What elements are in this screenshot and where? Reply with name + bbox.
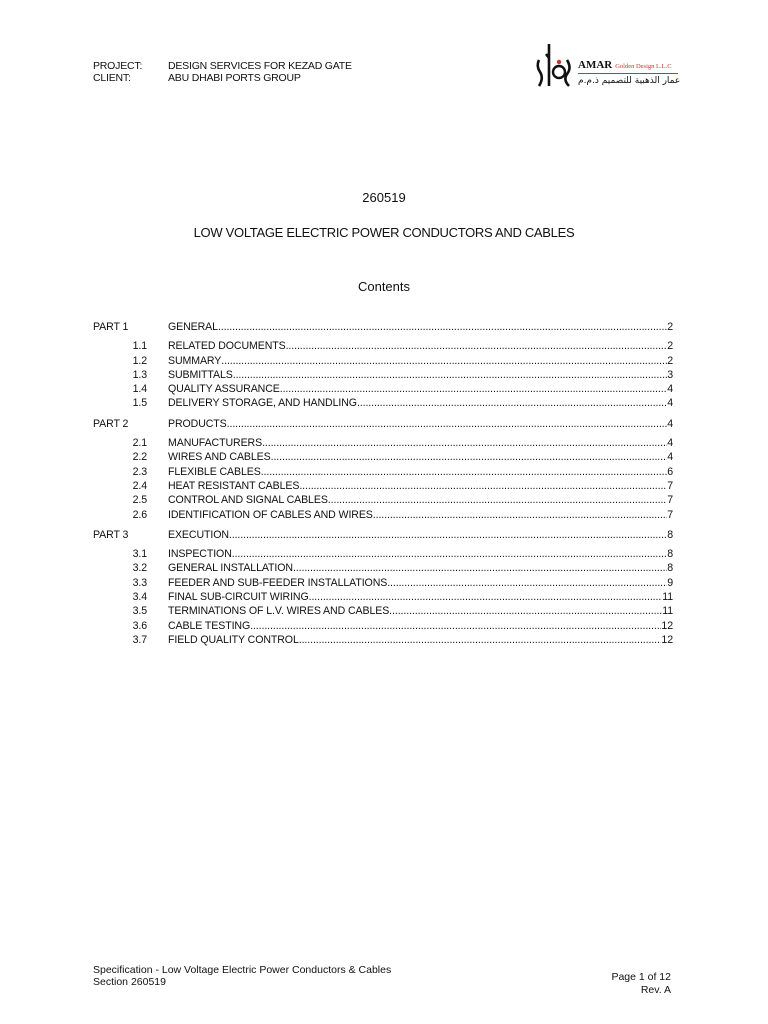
- toc-leader-dots: [309, 590, 663, 604]
- toc-entry: [168, 339, 673, 353]
- toc-leader-dots: [218, 320, 667, 334]
- toc-leader-dots: [299, 633, 662, 647]
- toc-title: HEAT RESISTANT CABLES: [168, 479, 300, 492]
- toc-number: 3.4: [132, 591, 147, 604]
- toc-number: 1.2: [132, 354, 147, 367]
- toc-number: 3.6: [132, 619, 147, 632]
- toc-item-row[interactable]: [93, 590, 673, 604]
- toc-leader-dots: [299, 479, 667, 493]
- toc-number: 2.1: [132, 437, 147, 450]
- project-label: PROJECT:: [93, 60, 143, 72]
- toc-entry: [168, 619, 673, 633]
- toc-page-number: 6: [667, 465, 673, 478]
- toc-number: 2.5: [132, 494, 147, 507]
- toc-leader-dots: [261, 465, 667, 479]
- amar-logo-mark-icon: [533, 40, 575, 88]
- toc-leader-dots: [262, 436, 667, 450]
- client-value: ABU DHABI PORTS GROUP: [168, 72, 301, 84]
- toc-leader-dots: [280, 382, 667, 396]
- toc-leader-dots: [286, 339, 668, 353]
- toc-title: SUMMARY: [168, 354, 222, 367]
- toc-number: PART 1: [93, 321, 129, 333]
- toc-page-number: 7: [667, 508, 673, 521]
- toc-title: CONTROL AND SIGNAL CABLES: [168, 494, 328, 507]
- toc-page-number: 11: [662, 591, 673, 604]
- toc-title: PRODUCTS: [168, 417, 227, 430]
- toc-entry: [168, 436, 673, 450]
- toc-item-row[interactable]: [93, 354, 673, 368]
- toc-item-row[interactable]: [93, 339, 673, 353]
- toc-number: 1.5: [132, 397, 147, 410]
- footer-revision: Rev. A: [640, 984, 671, 996]
- toc-item-row[interactable]: [93, 368, 673, 382]
- toc-page-number: 4: [667, 451, 673, 464]
- toc-number: 3.3: [132, 576, 147, 589]
- toc-leader-dots: [233, 368, 667, 382]
- toc-leader-dots: [221, 354, 667, 368]
- toc-title: CABLE TESTING: [168, 619, 251, 632]
- toc-page-number: 8: [667, 562, 673, 575]
- toc-entry: [168, 479, 673, 493]
- header-block: [93, 60, 352, 84]
- toc-page-number: 4: [667, 417, 673, 430]
- toc-number: PART 2: [93, 417, 129, 430]
- toc-page-number: 8: [667, 528, 673, 541]
- toc-title: TERMINATIONS OF L.V. WIRES AND CABLES: [168, 605, 390, 618]
- toc-entry: [168, 450, 673, 464]
- toc-item-row[interactable]: [93, 604, 673, 618]
- toc-leader-dots: [229, 528, 667, 542]
- contents-heading: Contents: [357, 279, 411, 294]
- toc-item-row[interactable]: [93, 465, 673, 479]
- toc-part-row[interactable]: [93, 417, 673, 431]
- toc-item-row[interactable]: [93, 396, 673, 410]
- logo-divider: [578, 73, 678, 74]
- toc-entry: [168, 493, 673, 507]
- toc-leader-dots: [250, 619, 661, 633]
- toc-page-number: 4: [667, 383, 673, 396]
- toc-page-number: 4: [667, 397, 673, 410]
- toc-leader-dots: [293, 561, 667, 575]
- toc-entry: [168, 590, 673, 604]
- toc-leader-dots: [373, 508, 667, 522]
- company-logo: [533, 40, 683, 90]
- footer-section: Section 260519: [93, 976, 166, 988]
- toc-entry: [168, 354, 673, 368]
- toc-item-row[interactable]: [93, 436, 673, 450]
- toc-number: 3.2: [132, 562, 147, 575]
- toc-item-row[interactable]: [93, 493, 673, 507]
- toc-number: 2.2: [132, 451, 147, 464]
- toc-page-number: 7: [667, 479, 673, 492]
- toc-page-number: 12: [661, 633, 673, 646]
- document-title: LOW VOLTAGE ELECTRIC POWER CONDUCTORS AND CABLES: [193, 225, 575, 240]
- logo-company-name: AMAR Golden Design L.L.C: [578, 59, 672, 71]
- toc-entry: [168, 604, 673, 618]
- toc-item-row[interactable]: [93, 619, 673, 633]
- client-label: CLIENT:: [93, 72, 131, 84]
- toc-number: 2.4: [132, 479, 147, 492]
- toc-leader-dots: [389, 604, 662, 618]
- toc-leader-dots: [232, 547, 667, 561]
- toc-page-number: 4: [667, 437, 673, 450]
- toc-leader-dots: [328, 493, 667, 507]
- toc-page-number: 2: [667, 321, 673, 333]
- toc-title: FLEXIBLE CABLES: [168, 465, 261, 478]
- toc-entry: [168, 417, 673, 431]
- toc-title: FIELD QUALITY CONTROL: [168, 633, 299, 646]
- toc-entry: [168, 396, 673, 410]
- toc-title: WIRES AND CABLES: [168, 451, 271, 464]
- toc-entry: [168, 508, 673, 522]
- toc-entry: [168, 465, 673, 479]
- toc-number: 2.6: [132, 508, 147, 521]
- toc-entry: [168, 528, 673, 542]
- client-row: [93, 72, 352, 84]
- toc-leader-dots: [271, 450, 668, 464]
- toc-item-row[interactable]: [93, 450, 673, 464]
- toc-title: FINAL SUB-CIRCUIT WIRING: [168, 591, 309, 604]
- toc-title: GENERAL: [168, 321, 218, 333]
- toc-number: 2.3: [132, 465, 147, 478]
- toc-item-row[interactable]: [93, 576, 673, 590]
- toc-number: 3.5: [132, 605, 147, 618]
- toc-entry: [168, 320, 673, 334]
- toc-entry: [168, 576, 673, 590]
- toc-title: GENERAL INSTALLATION: [168, 562, 293, 575]
- toc-item-row[interactable]: [93, 508, 673, 522]
- toc-item-row[interactable]: [93, 633, 673, 647]
- footer-left: [93, 964, 391, 988]
- toc-leader-dots: [357, 396, 667, 410]
- toc-number: PART 3: [93, 528, 129, 541]
- toc-entry: [168, 547, 673, 561]
- toc-page-number: 12: [661, 619, 673, 632]
- toc-item-row[interactable]: [93, 547, 673, 561]
- toc-title: EXECUTION: [168, 528, 229, 541]
- toc-page-number: 7: [667, 494, 673, 507]
- table-of-contents: [93, 320, 673, 647]
- toc-number: 1.3: [132, 368, 147, 381]
- toc-leader-dots: [387, 576, 667, 590]
- toc-entry: [168, 633, 673, 647]
- toc-item-row[interactable]: [93, 561, 673, 575]
- document-number: 260519: [362, 190, 406, 205]
- toc-page-number: 8: [667, 548, 673, 561]
- toc-title: DELIVERY STORAGE, AND HANDLING: [168, 397, 357, 410]
- toc-item-row[interactable]: [93, 382, 673, 396]
- toc-number: 3.7: [132, 633, 147, 646]
- toc-item-row[interactable]: [93, 479, 673, 493]
- toc-number: 1.4: [132, 383, 147, 396]
- toc-title: QUALITY ASSURANCE: [168, 383, 280, 396]
- toc-title: FEEDER AND SUB-FEEDER INSTALLATIONS: [168, 576, 388, 589]
- toc-title: MANUFACTURERS: [168, 437, 263, 450]
- toc-part-row[interactable]: [93, 528, 673, 542]
- toc-number: 1.1: [132, 340, 147, 353]
- toc-entry: [168, 368, 673, 382]
- footer-spec-title: Specification - Low Voltage Electric Power Conductors & Cables: [93, 964, 392, 976]
- toc-number: 3.1: [132, 548, 147, 561]
- toc-page-number: 11: [662, 605, 673, 618]
- toc-entry: [168, 382, 673, 396]
- footer-page-number: Page 1 of 12: [611, 971, 671, 983]
- toc-leader-dots: [227, 417, 668, 431]
- logo-arabic-name: عمار الذهبية للتصميم ذ.م.م: [578, 76, 681, 86]
- toc-page-number: 2: [667, 340, 673, 353]
- toc-title: INSPECTION: [168, 548, 232, 561]
- project-value: DESIGN SERVICES FOR KEZAD GATE: [168, 60, 352, 72]
- toc-title: SUBMITTALS: [168, 368, 233, 381]
- project-row: [93, 60, 352, 72]
- toc-title: RELATED DOCUMENTS: [168, 340, 286, 353]
- toc-page-number: 3: [667, 368, 673, 381]
- toc-part-row[interactable]: [93, 320, 673, 334]
- toc-title: IDENTIFICATION OF CABLES AND WIRES: [168, 508, 373, 521]
- toc-entry: [168, 561, 673, 575]
- toc-page-number: 9: [667, 576, 673, 589]
- toc-page-number: 2: [667, 354, 673, 367]
- footer-right: [611, 971, 671, 997]
